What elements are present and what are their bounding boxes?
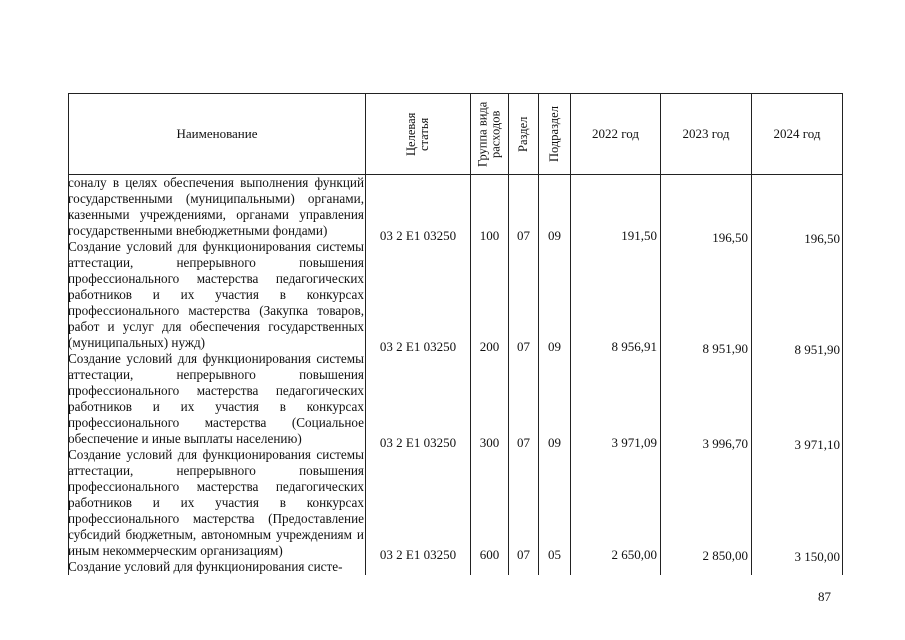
row-1-subsection: 09: [548, 339, 561, 354]
row-1-2024: 8 951,90: [794, 342, 840, 357]
row-2-group: 300: [479, 435, 500, 450]
row-1-code: 03 2 Е1 03250: [379, 339, 457, 354]
row-name-1: Создание условий для функционирования системы аттестации, непрерывного повышения профессионального мастерства педагогических работников и их участия в конкурсах профессионального мастерства (Закупка товаров, работ и услуг для обеспечения государственных (муниципальных) нужд): [68, 239, 364, 350]
header-2024: 2024 год: [773, 126, 821, 141]
header-section: Раздел: [516, 116, 530, 152]
row-2-2023: 3 996,70: [702, 436, 748, 451]
row-0-group: 100: [479, 228, 500, 243]
row-3-2023: 2 850,00: [702, 548, 748, 563]
col-line-1: [365, 93, 366, 575]
row-3-group: 600: [479, 547, 500, 562]
row-1-2022: 8 956,91: [611, 339, 657, 354]
row-2-code: 03 2 Е1 03250: [379, 435, 457, 450]
row-0-subsection: 09: [548, 228, 561, 243]
row-0-section: 07: [517, 228, 530, 243]
row-1-2023: 8 951,90: [702, 341, 748, 356]
name-column: [68, 175, 364, 575]
row-name-2: Создание условий для функционирования системы аттестации, непрерывного повышения профессионального мастерства педагогических работников и их участия в конкурсах профессионального мастерства (Социальное обеспечение и иные выплаты населению): [68, 351, 364, 446]
row-0-code: 03 2 Е1 03250: [379, 228, 457, 243]
row-1-section: 07: [517, 339, 530, 354]
header-subsection: Подраздел: [547, 106, 561, 162]
row-name-3: Создание условий для функционирования системы аттестации, непрерывного повышения профессионального мастерства педагогических работников и их участия в конкурсах профессионального мастерства (Предоставление субсидий бюджетным, автономным учреждениям и иным некоммерческим организациям): [68, 447, 364, 558]
row-3-subsection: 05: [548, 547, 561, 562]
header-2022: 2022 год: [592, 126, 639, 141]
col-line-8: [842, 93, 843, 575]
row-2-section: 07: [517, 435, 530, 450]
row-1-group: 200: [479, 339, 500, 354]
row-3-2022: 2 650,00: [611, 547, 657, 562]
row-3-code: 03 2 Е1 03250: [379, 547, 457, 562]
row-2-2024: 3 971,10: [794, 437, 840, 452]
row-3-section: 07: [517, 547, 530, 562]
row-0-2022: 191,50: [621, 228, 657, 243]
row-name-0: соналу в целях обеспечения выполнения функций государственными (муниципальными) органами, казенными учреждениями, органами управления государственными внебюджетными фондами): [68, 175, 364, 238]
row-2-subsection: 09: [548, 435, 561, 450]
row-name-4: Создание условий для функционирования систе-: [68, 559, 343, 574]
header-target: Целевая статья: [404, 112, 431, 156]
header-2023: 2023 год: [682, 126, 730, 141]
row-0-2023: 196,50: [712, 230, 748, 245]
row-2-2022: 3 971,09: [611, 435, 657, 450]
header-group: Группа вида расходов: [475, 101, 503, 167]
row-3-2024: 3 150,00: [794, 549, 840, 564]
page-number: 87: [818, 589, 831, 604]
row-0-2024: 196,50: [804, 231, 840, 246]
header-name: Наименование: [176, 126, 258, 141]
